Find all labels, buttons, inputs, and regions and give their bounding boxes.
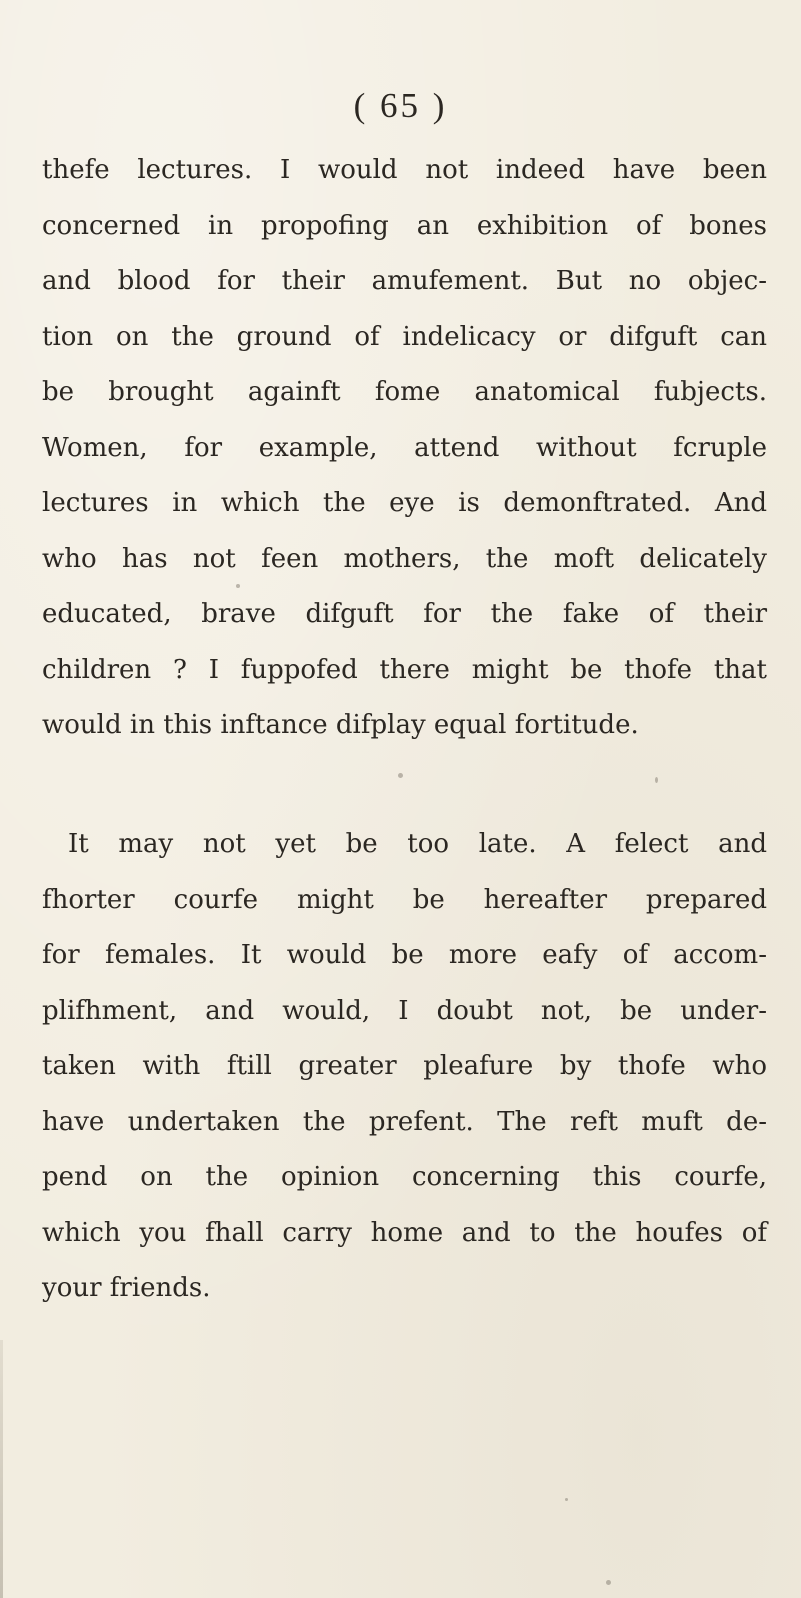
paper-speck <box>565 1498 568 1501</box>
text-line: for females. It would be more eafy of accom- <box>42 940 767 970</box>
paper-speck <box>606 1580 611 1585</box>
text-line: lectures in which the eye is demonftrated. And <box>42 488 767 518</box>
text-line: which you fhall carry home and to the houfes of <box>42 1217 767 1248</box>
text-line: your friends. <box>42 1273 211 1303</box>
text-line: and blood for their amufement. But no objec- <box>42 266 767 296</box>
text-line: It may not yet be too late. A felect and <box>68 829 767 859</box>
text-line: taken with ftill greater pleafure by thofe who <box>42 1051 767 1081</box>
paper-speck <box>655 777 658 783</box>
paper-speck <box>398 773 403 778</box>
text-line: tion on the ground of indelicacy or difguft can <box>42 321 767 352</box>
text-line: Women, for example, attend without fcruple <box>42 432 767 463</box>
paragraph-2 <box>42 817 767 1317</box>
paragraph-1 <box>42 143 767 754</box>
text-line: have undertaken the prefent. The reft muft de- <box>42 1106 767 1137</box>
text-line: pend on the opinion concerning this courfe, <box>42 1162 767 1192</box>
paper-speck <box>236 584 240 588</box>
text-line: concerned in propofing an exhibition of bones <box>42 210 767 241</box>
text-line: plifhment, and would, I doubt not, be under- <box>42 995 767 1026</box>
text-line: children ? I fuppofed there might be thofe that <box>42 654 767 685</box>
page-edge-shadow <box>0 1340 3 1598</box>
page-number: ( 65 ) <box>353 86 448 125</box>
text-line: would in this inftance difplay equal fortitude. <box>42 710 639 740</box>
text-line: educated, brave difguft for the fake of their <box>42 599 767 629</box>
text-line: fhorter courfe might be hereafter prepared <box>42 884 767 915</box>
text-line: who has not feen mothers, the moft delicately <box>42 543 767 574</box>
text-line: thefe lectures. I would not indeed have been <box>42 155 767 185</box>
text-line: be brought againft fome anatomical fubjects. <box>42 377 767 407</box>
